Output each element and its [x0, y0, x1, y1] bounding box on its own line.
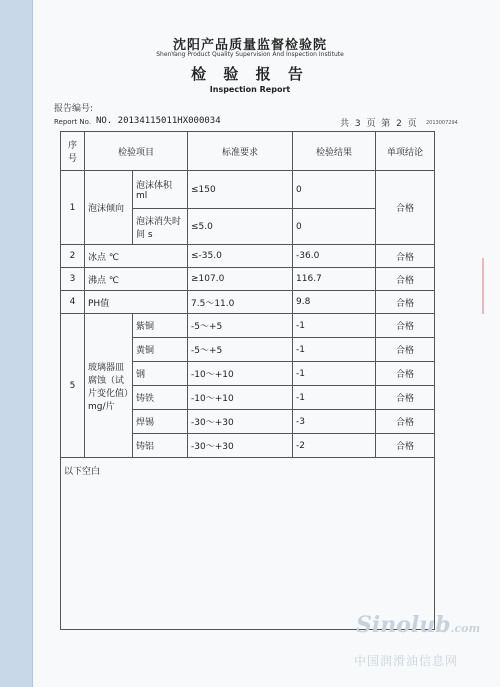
requirement-cell: -10～+10	[188, 362, 293, 386]
row-number: 2	[61, 245, 85, 268]
inspection-table	[60, 131, 435, 630]
requirement-cell: -10～+10	[188, 386, 293, 410]
report-no-label-en: Report No.	[54, 118, 92, 126]
conclusion-cell: 合格	[376, 434, 435, 458]
watermark-logo-suffix: .com	[450, 622, 481, 635]
requirement-cell: -5～+5	[188, 338, 293, 362]
result-cell: -1	[293, 386, 376, 410]
result-cell: -3	[293, 410, 376, 434]
item-name: 冰点 ℃	[85, 245, 188, 268]
sub-item-name: 泡沫消失时间 s	[133, 209, 188, 245]
metal-name: 黄铜	[133, 338, 188, 362]
result-cell: 9.8	[293, 291, 376, 314]
table-row	[61, 268, 435, 291]
header-conclusion: 单项结论	[376, 132, 435, 171]
result-cell: 116.7	[293, 268, 376, 291]
report-number: NO. 20134115011HX000034	[96, 116, 221, 126]
seal-stamp-edge	[482, 258, 498, 314]
table-row	[61, 314, 435, 338]
requirement-cell: ≤5.0	[188, 209, 293, 245]
result-cell: -36.0	[293, 245, 376, 268]
requirement-cell: ≤-35.0	[188, 245, 293, 268]
institute-name-cn: 沈阳产品质量监督检验院	[172, 38, 327, 53]
metal-name: 紫铜	[133, 314, 188, 338]
conclusion-cell: 合格	[376, 314, 435, 338]
result-cell: 0	[293, 171, 376, 209]
item-name: 沸点 ℃	[85, 268, 188, 291]
result-cell: -2	[293, 434, 376, 458]
binding-strip	[0, 0, 33, 687]
row-number: 1	[61, 171, 85, 245]
sub-item-name: 泡沫体积 ml	[133, 171, 188, 209]
metal-name: 钢	[133, 362, 188, 386]
result-cell: 0	[293, 209, 376, 245]
requirement-cell: 7.5～11.0	[188, 291, 293, 314]
header-result: 检验结果	[293, 132, 376, 171]
table-header-row	[61, 132, 435, 171]
conclusion-cell: 合格	[376, 245, 435, 268]
row-number: 4	[61, 291, 85, 314]
watermark-site-name: 中国润滑油信息网	[354, 654, 459, 668]
conclusion-cell: 合格	[376, 338, 435, 362]
header-item: 检验项目	[85, 132, 188, 171]
item-name: 玻璃器皿腐蚀（试片变化值）mg/片	[85, 314, 133, 458]
report-title-cn: 检 验 报 告	[191, 65, 309, 83]
metal-name: 铸铁	[133, 386, 188, 410]
table-row	[61, 171, 435, 209]
conclusion-cell: 合格	[376, 171, 435, 245]
result-cell: -1	[293, 314, 376, 338]
row-number: 3	[61, 268, 85, 291]
metal-name: 铸铝	[133, 434, 188, 458]
watermark-logo-text: Sinolub	[356, 612, 451, 638]
conclusion-cell: 合格	[376, 291, 435, 314]
row-number: 5	[61, 314, 85, 458]
requirement-cell: -30～+30	[188, 434, 293, 458]
page-indicator: 共 3 页 第 2 页	[340, 119, 417, 129]
header-requirement: 标准要求	[188, 132, 293, 171]
header-no: 序号	[61, 132, 85, 171]
requirement-cell: -30～+30	[188, 410, 293, 434]
result-cell: -1	[293, 338, 376, 362]
table-footer-row	[61, 458, 435, 630]
table-row	[61, 245, 435, 268]
item-name: 泡沫倾向	[85, 171, 133, 245]
item-name: PH值	[85, 291, 188, 314]
institute-name-en: ShenYang Product Quality Supervision And Inspection Institute	[156, 51, 344, 58]
conclusion-cell: 合格	[376, 362, 435, 386]
report-title-en: Inspection Report	[209, 85, 291, 94]
table-row	[61, 291, 435, 314]
result-cell: -1	[293, 362, 376, 386]
conclusion-cell: 合格	[376, 410, 435, 434]
requirement-cell: ≤150	[188, 171, 293, 209]
requirement-cell: -5～+5	[188, 314, 293, 338]
document-code: 2013007294	[426, 120, 458, 126]
report-no-label-cn: 报告编号:	[54, 104, 94, 114]
conclusion-cell: 合格	[376, 386, 435, 410]
requirement-cell: ≥107.0	[188, 268, 293, 291]
sinolub-logo-watermark	[356, 612, 480, 638]
blank-below-note: 以下空白	[61, 458, 435, 630]
conclusion-cell: 合格	[376, 268, 435, 291]
metal-name: 焊锡	[133, 410, 188, 434]
